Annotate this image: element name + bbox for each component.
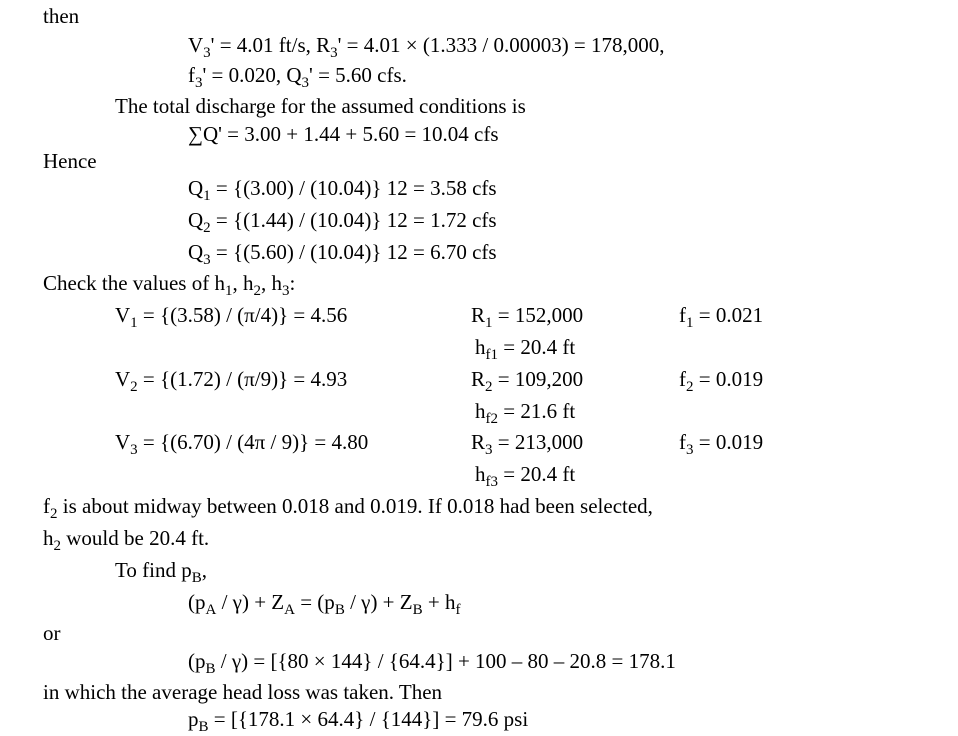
eq-r3: $R_3 = 213,000$ <box>471 430 584 458</box>
text-average-head-loss: in which the average head loss was taken. Then <box>43 680 443 704</box>
eq-q3: $Q_3 = \{(5.60) / (10.04)\} 12 = 6.70$ cfs <box>188 240 497 268</box>
eq-v2: $V_2 = \{(1.72) / (\pi/9)\} = 4.93$ <box>115 367 348 395</box>
eq-sum-q: ∑Q' = 3.00 + 1.44 + 5.60 = 10.04 cfs <box>188 122 499 146</box>
eq-q1: $Q_1 = \{(3.00) / (10.04)\} 12 = 3.58$ cfs <box>188 176 497 204</box>
eq-hf1: $h_{f1} = 20.4$ ft <box>475 335 576 363</box>
eq-hf2: $h_{f2} = 21.6$ ft <box>475 399 576 427</box>
text-h2-note: $h_2$ would be 20.4 ft. <box>43 526 210 554</box>
text-hence: Hence <box>43 149 97 173</box>
text-or: or <box>43 621 61 645</box>
eq-f3-q3-prime: $f_3' = 0.020$, $Q_3' = 5.60$ cfs. <box>188 63 407 91</box>
eq-q2: $Q_2 = \{(1.44) / (10.04)\} 12 = 1.72$ cfs <box>188 208 497 236</box>
text-check-values: Check the values of $h_1$, $h_2$, $h_3$: <box>43 271 296 299</box>
text-to-find-pb: To find $p_B$, <box>115 558 207 586</box>
eq-f3: $f_3 = 0.019$ <box>679 430 764 458</box>
text-total-discharge: The total discharge for the assumed conditions is <box>115 94 526 118</box>
eq-v3: $V_3 = \{(6.70) / (4\pi / 9)\} = 4.80$ <box>115 430 369 458</box>
eq-r2: $R_2 = 109,200$ <box>471 367 584 395</box>
eq-pb-gamma: $(p_B / \gamma) = [\{80 \times 144\} / \{64.4\}] + 100 - 80 - 20.8 = 178.1$ <box>188 649 676 677</box>
eq-f2: $f_2 = 0.019$ <box>679 367 764 395</box>
eq-f1: $f_1 = 0.021$ <box>679 303 764 331</box>
eq-v1: $V_1 = \{(3.58) / (\pi/4)\} = 4.56$ <box>115 303 348 331</box>
eq-hf3: $h_{f3} = 20.4$ ft <box>475 462 576 490</box>
text-then: then <box>43 4 80 28</box>
eq-r1: $R_1 = 152,000$ <box>471 303 584 331</box>
text-f2-note: $f_2$ is about midway between 0.018 and 0.019. If 0.018 had been selected, <box>43 494 653 522</box>
eq-v3-prime: $V_3' = 4.01$ ft/s, $R_3' = 4.01 \times (1.333 / 0.00003) = 178,000$, <box>188 33 665 61</box>
eq-pb: $p_B = [\{178.1 \times 64.4\} / \{144\}] = 79.6$ psi <box>188 707 529 735</box>
eq-energy: $(p_A / \gamma) + Z_A = (p_B / \gamma) + Z_B + h_f$ <box>188 590 461 618</box>
